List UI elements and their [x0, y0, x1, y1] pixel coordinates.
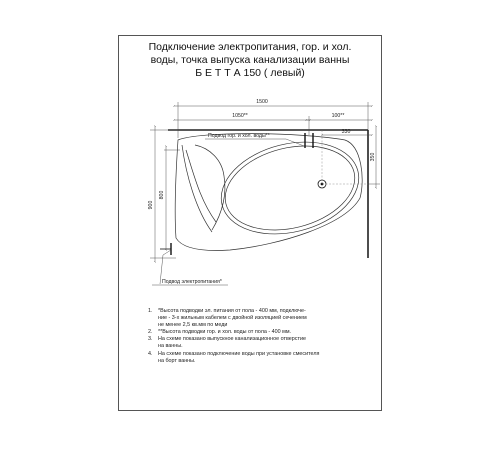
bathtub-outline [175, 128, 368, 250]
dim-label-total-height: 900 [148, 200, 154, 210]
tub-apron-curve [182, 145, 212, 232]
tub-inner-basin [211, 128, 368, 247]
title-line-1: Подключение электропитания, гор. и хол. [148, 41, 352, 53]
note-text: *Высота подводки эл. питания от пола - 400 мм, подключе- ние - 3-х жильным кабелем с двойной изоляцией сечением не менее 2,5 кв.мм по меди [158, 308, 307, 329]
dimension-lines [150, 102, 380, 262]
note-number: 1. [148, 308, 153, 314]
note-text: **Высота подводки гор. и хол. воды от пола - 400 мм. [158, 329, 292, 336]
dim-label-left-part: 1050** [232, 113, 248, 119]
title-line-3: Б Е Т Т А 150 ( левый) [195, 67, 305, 79]
water-leader [205, 139, 304, 146]
note-item [148, 336, 378, 350]
dim-label-inner-height: 800 [159, 190, 165, 200]
notes-list [148, 308, 378, 365]
drain-point [318, 130, 368, 188]
note-item [148, 308, 378, 329]
note-text: На схеме показано подключение воды при установке смесителя на борт ванны. [158, 350, 320, 364]
note-number: 4. [148, 350, 153, 357]
note-text: На схеме показано выпускное канализационное отверстие на ванны. [158, 336, 306, 350]
dim-label-drain-x: 330 [341, 129, 351, 135]
note-item [148, 329, 378, 336]
dim-label-right-part: 100** [331, 113, 345, 119]
callout-water: Подвод гор. и хол. воды** [208, 133, 270, 139]
tub-inner-basin-edge [216, 133, 363, 243]
dim-label-total-width: 1500 [256, 99, 268, 105]
note-number: 2. [148, 329, 153, 336]
leader-lines [152, 139, 304, 285]
note-number: 3. [148, 336, 153, 343]
note-item [148, 351, 378, 365]
dim-label-drain-y: 350 [370, 152, 376, 162]
title-line-2: воды, точка выпуска канализации ванны [150, 54, 350, 66]
tub-backrest-curve [195, 145, 225, 230]
callout-power: Подвод электропитания* [162, 279, 222, 285]
walls [168, 130, 368, 258]
